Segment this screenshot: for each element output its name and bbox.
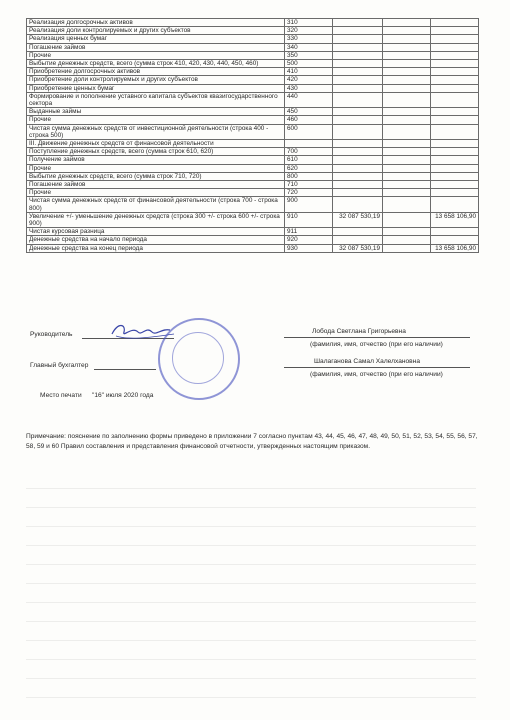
row-current-value xyxy=(333,19,383,27)
row-previous-value xyxy=(431,228,479,236)
table-row xyxy=(27,236,479,244)
accountant-signature-line xyxy=(94,369,156,370)
row-empty xyxy=(383,124,431,139)
row-previous-value xyxy=(431,172,479,180)
row-label: Получение займов xyxy=(27,156,285,164)
row-previous-value xyxy=(431,197,479,212)
table-row xyxy=(27,140,479,148)
row-label: III. Движение денежных средств от финансовой деятельности xyxy=(27,140,285,148)
table-row xyxy=(27,35,479,43)
table-row xyxy=(27,19,479,27)
table-row xyxy=(27,116,479,124)
row-label: Прочие xyxy=(27,116,285,124)
row-empty xyxy=(383,156,431,164)
row-current-value xyxy=(333,116,383,124)
row-empty xyxy=(383,84,431,92)
row-current-value xyxy=(333,76,383,84)
row-previous-value xyxy=(431,76,479,84)
row-label: Прочие xyxy=(27,164,285,172)
cash-flow-table-body xyxy=(27,19,479,253)
table-row xyxy=(27,51,479,59)
row-previous-value xyxy=(431,140,479,148)
table-row xyxy=(27,84,479,92)
row-current-value xyxy=(333,43,383,51)
row-current-value xyxy=(333,189,383,197)
table-row xyxy=(27,108,479,116)
row-current-value xyxy=(333,60,383,68)
row-code: 430 xyxy=(285,84,333,92)
row-empty xyxy=(383,236,431,244)
table-row xyxy=(27,92,479,107)
row-empty xyxy=(383,35,431,43)
row-code: 450 xyxy=(285,108,333,116)
row-previous-value xyxy=(431,124,479,139)
row-label: Приобретение доли контролируемых и других субъектов xyxy=(27,76,285,84)
row-label: Чистая сумма денежных средств от финансовой деятельности (строка 700 - строка 800) xyxy=(27,197,285,212)
row-current-value xyxy=(333,51,383,59)
row-code: 920 xyxy=(285,236,333,244)
show-through-background xyxy=(26,470,476,710)
row-label: Выбытие денежных средств, всего (сумма строк 710, 720) xyxy=(27,172,285,180)
table-row xyxy=(27,228,479,236)
row-code: 350 xyxy=(285,51,333,59)
row-label: Прочие xyxy=(27,51,285,59)
table-row xyxy=(27,148,479,156)
accountant-name-line xyxy=(284,367,470,368)
row-current-value xyxy=(333,108,383,116)
row-code: 800 xyxy=(285,172,333,180)
row-code: 720 xyxy=(285,189,333,197)
row-label: Увеличение +/- уменьшение денежных средств (строка 300 +/- строка 600 +/- строка 900) xyxy=(27,212,285,227)
row-previous-value xyxy=(431,156,479,164)
row-code: 330 xyxy=(285,35,333,43)
row-label: Поступление денежных средств, всего (сумма строк 610, 620) xyxy=(27,148,285,156)
row-label: Выданные займы xyxy=(27,108,285,116)
row-empty xyxy=(383,172,431,180)
row-empty xyxy=(383,212,431,227)
row-previous-value xyxy=(431,27,479,35)
table-row xyxy=(27,43,479,51)
row-empty xyxy=(383,27,431,35)
table-row xyxy=(27,197,479,212)
row-previous-value xyxy=(431,164,479,172)
row-previous-value: 13 658 106,90 xyxy=(431,212,479,227)
row-empty xyxy=(383,51,431,59)
accountant-label: Главный бухгалтер xyxy=(30,362,89,369)
row-current-value xyxy=(333,124,383,139)
table-row xyxy=(27,60,479,68)
row-previous-value xyxy=(431,148,479,156)
row-previous-value xyxy=(431,236,479,244)
row-previous-value xyxy=(431,84,479,92)
row-label: Денежные средства на начало периода xyxy=(27,236,285,244)
row-empty xyxy=(383,197,431,212)
row-label: Реализация ценных бумаг xyxy=(27,35,285,43)
row-code: 610 xyxy=(285,156,333,164)
row-code: 620 xyxy=(285,164,333,172)
row-empty xyxy=(383,108,431,116)
row-previous-value xyxy=(431,60,479,68)
table-row xyxy=(27,172,479,180)
row-empty xyxy=(383,228,431,236)
row-current-value xyxy=(333,172,383,180)
head-name: Лобода Светлана Григорьевна xyxy=(312,328,406,335)
row-empty xyxy=(383,244,431,252)
row-empty xyxy=(383,19,431,27)
row-code: 910 xyxy=(285,212,333,227)
row-code: 500 xyxy=(285,60,333,68)
row-label: Реализация доли контролируемых и других субъектов xyxy=(27,27,285,35)
row-current-value xyxy=(333,92,383,107)
row-current-value xyxy=(333,156,383,164)
row-current-value xyxy=(333,27,383,35)
row-label: Формирование и пополнение уставного капитала субъектов квазигосударственного сектора xyxy=(27,92,285,107)
row-previous-value xyxy=(431,51,479,59)
row-current-value xyxy=(333,148,383,156)
row-previous-value xyxy=(431,181,479,189)
head-label: Руководитель xyxy=(30,331,73,338)
row-previous-value xyxy=(431,92,479,107)
row-code: 700 xyxy=(285,148,333,156)
row-label: Погашение займов xyxy=(27,181,285,189)
row-empty xyxy=(383,189,431,197)
row-previous-value xyxy=(431,189,479,197)
row-empty xyxy=(383,140,431,148)
row-previous-value xyxy=(431,35,479,43)
place-of-seal-label: Место печати xyxy=(40,392,82,399)
row-label: Чистая курсовая разница xyxy=(27,228,285,236)
head-name-line xyxy=(284,337,470,338)
table-row xyxy=(27,189,479,197)
row-current-value xyxy=(333,84,383,92)
row-code: 900 xyxy=(285,197,333,212)
row-code: 911 xyxy=(285,228,333,236)
row-code xyxy=(285,140,333,148)
table-row xyxy=(27,76,479,84)
row-label: Чистая сумма денежных средств от инвестиционной деятельности (строка 400 - строка 500) xyxy=(27,124,285,139)
row-empty xyxy=(383,148,431,156)
table-row xyxy=(27,124,479,139)
row-label: Выбытие денежных средств, всего (сумма строк 410, 420, 430, 440, 450, 460) xyxy=(27,60,285,68)
head-caption: (фамилия, имя, отчество (при его наличии) xyxy=(310,341,443,348)
footnote-text: Примечание: пояснение по заполнению формы приведено в приложении 7 согласно пунктам 43, 44, 45, 46, 47, 48, 49, 50, 51, 52, 53, 54, 55, 56, 57, 58, 59 и 60 Правил составления и представления финансовой отчетности, утвержденных настоящим приказом. xyxy=(26,433,478,450)
row-previous-value xyxy=(431,116,479,124)
row-code: 410 xyxy=(285,68,333,76)
row-label: Погашение займов xyxy=(27,43,285,51)
row-code: 340 xyxy=(285,43,333,51)
cash-flow-table xyxy=(26,18,479,253)
row-empty xyxy=(383,92,431,107)
accountant-name: Шалаганова Самал Халелхановна xyxy=(314,358,420,365)
row-empty xyxy=(383,68,431,76)
row-current-value xyxy=(333,35,383,43)
row-previous-value xyxy=(431,43,479,51)
table-row xyxy=(27,156,479,164)
row-empty xyxy=(383,76,431,84)
table-row xyxy=(27,27,479,35)
row-empty xyxy=(383,60,431,68)
row-code: 460 xyxy=(285,116,333,124)
row-empty xyxy=(383,116,431,124)
row-current-value: 32 087 530,19 xyxy=(333,244,383,252)
row-previous-value xyxy=(431,68,479,76)
row-current-value xyxy=(333,236,383,244)
table-row xyxy=(27,164,479,172)
row-previous-value xyxy=(431,108,479,116)
row-empty xyxy=(383,164,431,172)
row-empty xyxy=(383,43,431,51)
table-row xyxy=(27,244,479,252)
row-code: 600 xyxy=(285,124,333,139)
row-label: Приобретение долгосрочных активов xyxy=(27,68,285,76)
table-row xyxy=(27,212,479,227)
row-label: Прочие xyxy=(27,189,285,197)
row-current-value xyxy=(333,140,383,148)
table-row xyxy=(27,181,479,189)
row-current-value xyxy=(333,68,383,76)
row-previous-value xyxy=(431,19,479,27)
row-label: Реализация долгосрочных активов xyxy=(27,19,285,27)
official-seal-stamp xyxy=(158,318,240,400)
row-label: Приобретение ценных бумаг xyxy=(27,84,285,92)
row-code: 710 xyxy=(285,181,333,189)
row-code: 440 xyxy=(285,92,333,107)
row-label: Денежные средства на конец периода xyxy=(27,244,285,252)
row-current-value xyxy=(333,228,383,236)
row-code: 310 xyxy=(285,19,333,27)
row-code: 420 xyxy=(285,76,333,84)
row-current-value xyxy=(333,181,383,189)
row-current-value xyxy=(333,164,383,172)
table-row xyxy=(27,68,479,76)
accountant-caption: (фамилия, имя, отчество (при его наличии) xyxy=(310,371,443,378)
row-empty xyxy=(383,181,431,189)
row-code: 320 xyxy=(285,27,333,35)
row-code: 930 xyxy=(285,244,333,252)
row-current-value xyxy=(333,197,383,212)
row-current-value: 32 087 530,19 xyxy=(333,212,383,227)
signing-date: "16" июля 2020 года xyxy=(92,392,154,399)
row-previous-value: 13 658 106,90 xyxy=(431,244,479,252)
official-seal-inner-ring xyxy=(172,332,224,384)
